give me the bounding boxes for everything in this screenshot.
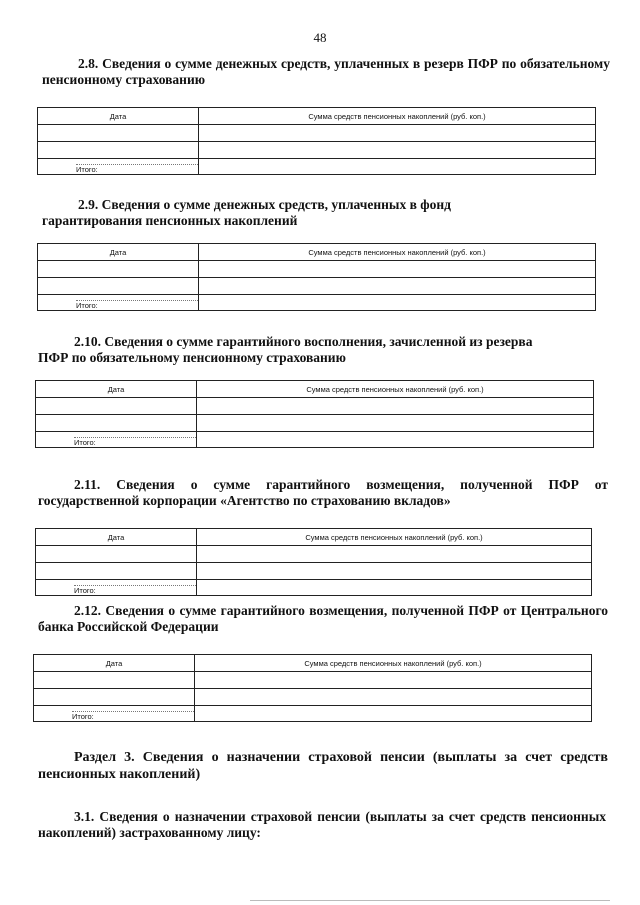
table-2-9	[37, 243, 596, 311]
table-cell	[38, 278, 199, 295]
table-cell	[36, 563, 197, 580]
table-2-11	[35, 528, 592, 596]
column-header-date: Дата	[36, 529, 197, 546]
total-label: Итого:	[74, 585, 196, 595]
table-cell	[197, 415, 594, 432]
table-cell	[199, 125, 596, 142]
table-cell	[197, 563, 592, 580]
table-cell	[197, 546, 592, 563]
bottom-rule	[250, 900, 610, 901]
section-heading-2-10: 2.10. Сведения о сумме гарантийного восполнения, зачисленной из резерва ПФР по обязательному пенсионному страхованию	[38, 334, 533, 365]
total-value-cell	[195, 706, 592, 722]
section-heading-2-8: 2.8. Сведения о сумме денежных средств, уплаченных в резерв ПФР по обязательному пенсионному страхованию	[42, 56, 610, 87]
section-3-1-heading: 3.1. Сведения о назначении страховой пенсии (выплаты за счет средств пенсионных накоплений) застрахованному лицу:	[38, 809, 606, 840]
total-label: Итого:	[76, 164, 198, 174]
column-header-date: Дата	[38, 244, 199, 261]
table-cell	[195, 689, 592, 706]
table-cell	[34, 689, 195, 706]
table-cell	[36, 415, 197, 432]
total-label: Итого:	[76, 300, 198, 310]
table-cell	[38, 142, 199, 159]
total-value-cell	[199, 295, 596, 311]
total-cell	[34, 706, 195, 722]
column-header-amount: Сумма средств пенсионных накоплений (руб. коп.)	[195, 655, 592, 672]
column-header-date: Дата	[36, 381, 197, 398]
table-cell	[34, 672, 195, 689]
total-cell	[36, 580, 197, 596]
table-cell	[197, 398, 594, 415]
table-2-10	[35, 380, 594, 448]
table-cell	[38, 261, 199, 278]
total-cell	[38, 159, 199, 175]
table-cell	[36, 398, 197, 415]
total-cell	[38, 295, 199, 311]
column-header-amount: Сумма средств пенсионных накоплений (руб. коп.)	[197, 381, 594, 398]
section-heading-2-9: 2.9. Сведения о сумме денежных средств, уплаченных в фонд гарантирования пенсионных накоплений	[42, 197, 451, 228]
table-2-8	[37, 107, 596, 175]
column-header-amount: Сумма средств пенсионных накоплений (руб. коп.)	[197, 529, 592, 546]
total-value-cell	[199, 159, 596, 175]
total-value-cell	[197, 432, 594, 448]
table-2-12	[33, 654, 592, 722]
table-cell	[199, 142, 596, 159]
page-number: 48	[313, 30, 327, 45]
column-header-amount: Сумма средств пенсионных накоплений (руб. коп.)	[199, 108, 596, 125]
table-cell	[36, 546, 197, 563]
table-cell	[199, 278, 596, 295]
total-label: Итого:	[74, 437, 196, 447]
column-header-amount: Сумма средств пенсионных накоплений (руб. коп.)	[199, 244, 596, 261]
column-header-date: Дата	[38, 108, 199, 125]
table-cell	[195, 672, 592, 689]
table-cell	[199, 261, 596, 278]
total-label: Итого:	[72, 711, 194, 721]
column-header-date: Дата	[34, 655, 195, 672]
section-3-heading: Раздел 3. Сведения о назначении страховой пенсии (выплаты за счет средств пенсионных накоплений)	[38, 750, 608, 782]
section-heading-2-12: 2.12. Сведения о сумме гарантийного возмещения, полученной ПФР от Центрального банка Российской Федерации	[38, 603, 608, 634]
total-value-cell	[197, 580, 592, 596]
table-cell	[38, 125, 199, 142]
total-cell	[36, 432, 197, 448]
section-heading-2-11: 2.11. Сведения о сумме гарантийного возмещения, полученной ПФР от государственной корпорации «Агентство по страхованию вкладов»	[38, 477, 608, 508]
